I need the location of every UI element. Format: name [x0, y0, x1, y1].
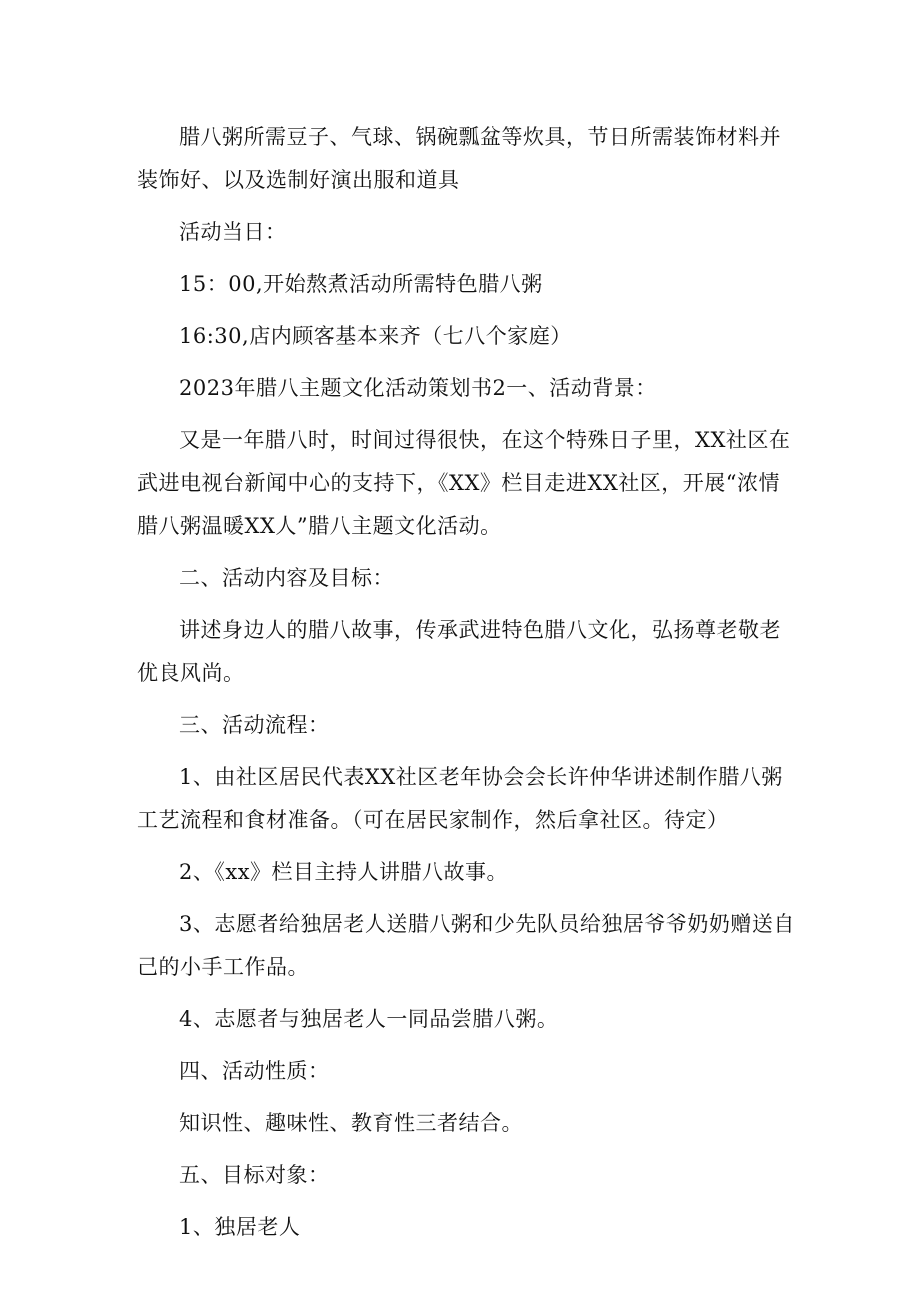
heading-content-goals: 二、活动内容及目标：: [179, 566, 394, 590]
paragraph-background-text: 又是一年腊八时，时间过得很快，在这个特殊日子里，XX社区在武进电视台新闻中心的支持下，《XX》栏目走进XX社区，开展“浓情腊八粥温暖XX人”腊八主题文化活动。: [137, 428, 791, 538]
paragraph-process-step-4: 4、志愿者与独居老人一同品尝腊八粥。: [179, 1007, 559, 1031]
paragraph-time-1500: 15：00,开始熬煮活动所需特色腊八粥: [179, 272, 543, 296]
paragraph-process-step-3: 3、志愿者给独居老人送腊八粥和少先队员给独居爷爷奶奶赠送自己的小手工作品。: [137, 912, 795, 979]
paragraph-process-step-1: 1、由社区居民代表XX社区老年协会会长许仲华讲述制作腊八粥工艺流程和食材准备。（可在居民家制作，然后拿社区。待定）: [137, 765, 783, 832]
paragraph-content-goals-text: 讲述身边人的腊八故事，传承武进特色腊八文化，弘扬尊老敬老优良风尚。: [137, 618, 781, 685]
paragraph-target-item-1: 1、独居老人: [179, 1215, 301, 1239]
heading-target: 五、目标对象：: [179, 1163, 330, 1187]
paragraph-materials: 腊八粥所需豆子、气球、锅碗瓢盆等炊具，节日所需装饰材料并装饰好、以及选制好演出服和道具: [137, 125, 781, 192]
heading-nature: 四、活动性质：: [179, 1059, 330, 1083]
paragraph-process-step-2: 2、《xx》栏目主持人讲腊八故事。: [179, 860, 509, 884]
heading-process: 三、活动流程：: [179, 713, 330, 737]
document-body: [137, 116, 797, 1258]
paragraph-time-1630: 16:30,店内顾客基本来齐（七八个家庭）: [179, 324, 572, 348]
paragraph-event-day: 活动当日：: [179, 220, 287, 244]
paragraph-nature-text: 知识性、趣味性、教育性三者结合。: [179, 1111, 523, 1135]
paragraph-plan-title-background: 2023年腊八主题文化活动策划书2一、活动背景：: [179, 376, 657, 400]
